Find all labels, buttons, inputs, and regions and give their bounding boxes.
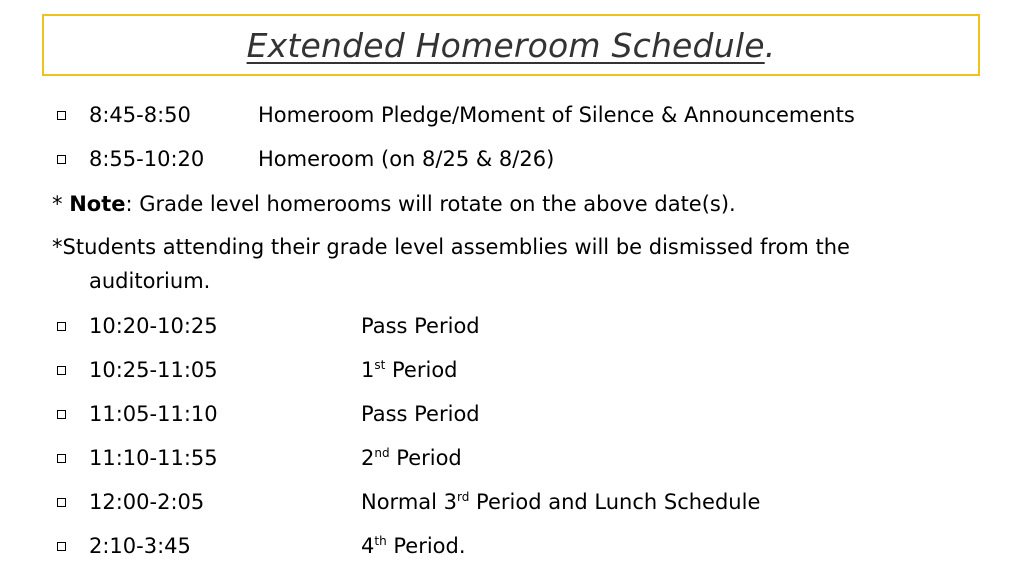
schedule-time: 11:05-11:10 <box>89 402 218 426</box>
hollow-square-bullet-icon <box>57 454 66 463</box>
schedule-description: Pass Period <box>361 314 480 338</box>
assembly-note-line2: auditorium. <box>89 269 211 293</box>
hollow-square-bullet-icon <box>57 155 66 164</box>
hollow-square-bullet-icon <box>57 111 66 120</box>
hollow-square-bullet-icon <box>57 322 66 331</box>
assembly-note-line1: *Students attending their grade level assemblies will be dismissed from the <box>52 235 850 259</box>
schedule-description: 4th Period. <box>361 534 466 558</box>
schedule-time: 10:20-10:25 <box>89 314 218 338</box>
schedule-time: 2:10-3:45 <box>89 534 191 558</box>
schedule-time: 8:55-10:20 <box>89 147 205 171</box>
note-prefix: * <box>52 192 70 216</box>
hollow-square-bullet-icon <box>57 498 66 507</box>
hollow-square-bullet-icon <box>57 410 66 419</box>
title-box <box>42 14 980 76</box>
schedule-description: 1st Period <box>361 358 458 382</box>
schedule-description: Normal 3rd Period and Lunch Schedule <box>361 490 761 514</box>
note-line <box>52 189 736 219</box>
schedule-time: 10:25-11:05 <box>89 358 218 382</box>
schedule-time: 12:00-2:05 <box>89 490 205 514</box>
schedule-description: Homeroom Pledge/Moment of Silence & Announcements <box>258 103 855 127</box>
schedule-time: 11:10-11:55 <box>89 446 218 470</box>
note-label: Note <box>69 192 126 216</box>
schedule-time: 8:45-8:50 <box>89 103 191 127</box>
schedule-description: Pass Period <box>361 402 480 426</box>
hollow-square-bullet-icon <box>57 366 66 375</box>
hollow-square-bullet-icon <box>57 542 66 551</box>
assembly-note <box>52 230 932 298</box>
schedule-description: Homeroom (on 8/25 & 8/26) <box>258 147 555 171</box>
slide-title-period: . <box>764 25 776 65</box>
note-text: : Grade level homerooms will rotate on the above date(s). <box>125 192 736 216</box>
slide-title <box>247 26 776 65</box>
slide-title-text: Extended Homeroom Schedule <box>246 25 765 65</box>
schedule-description: 2nd Period <box>361 446 462 470</box>
